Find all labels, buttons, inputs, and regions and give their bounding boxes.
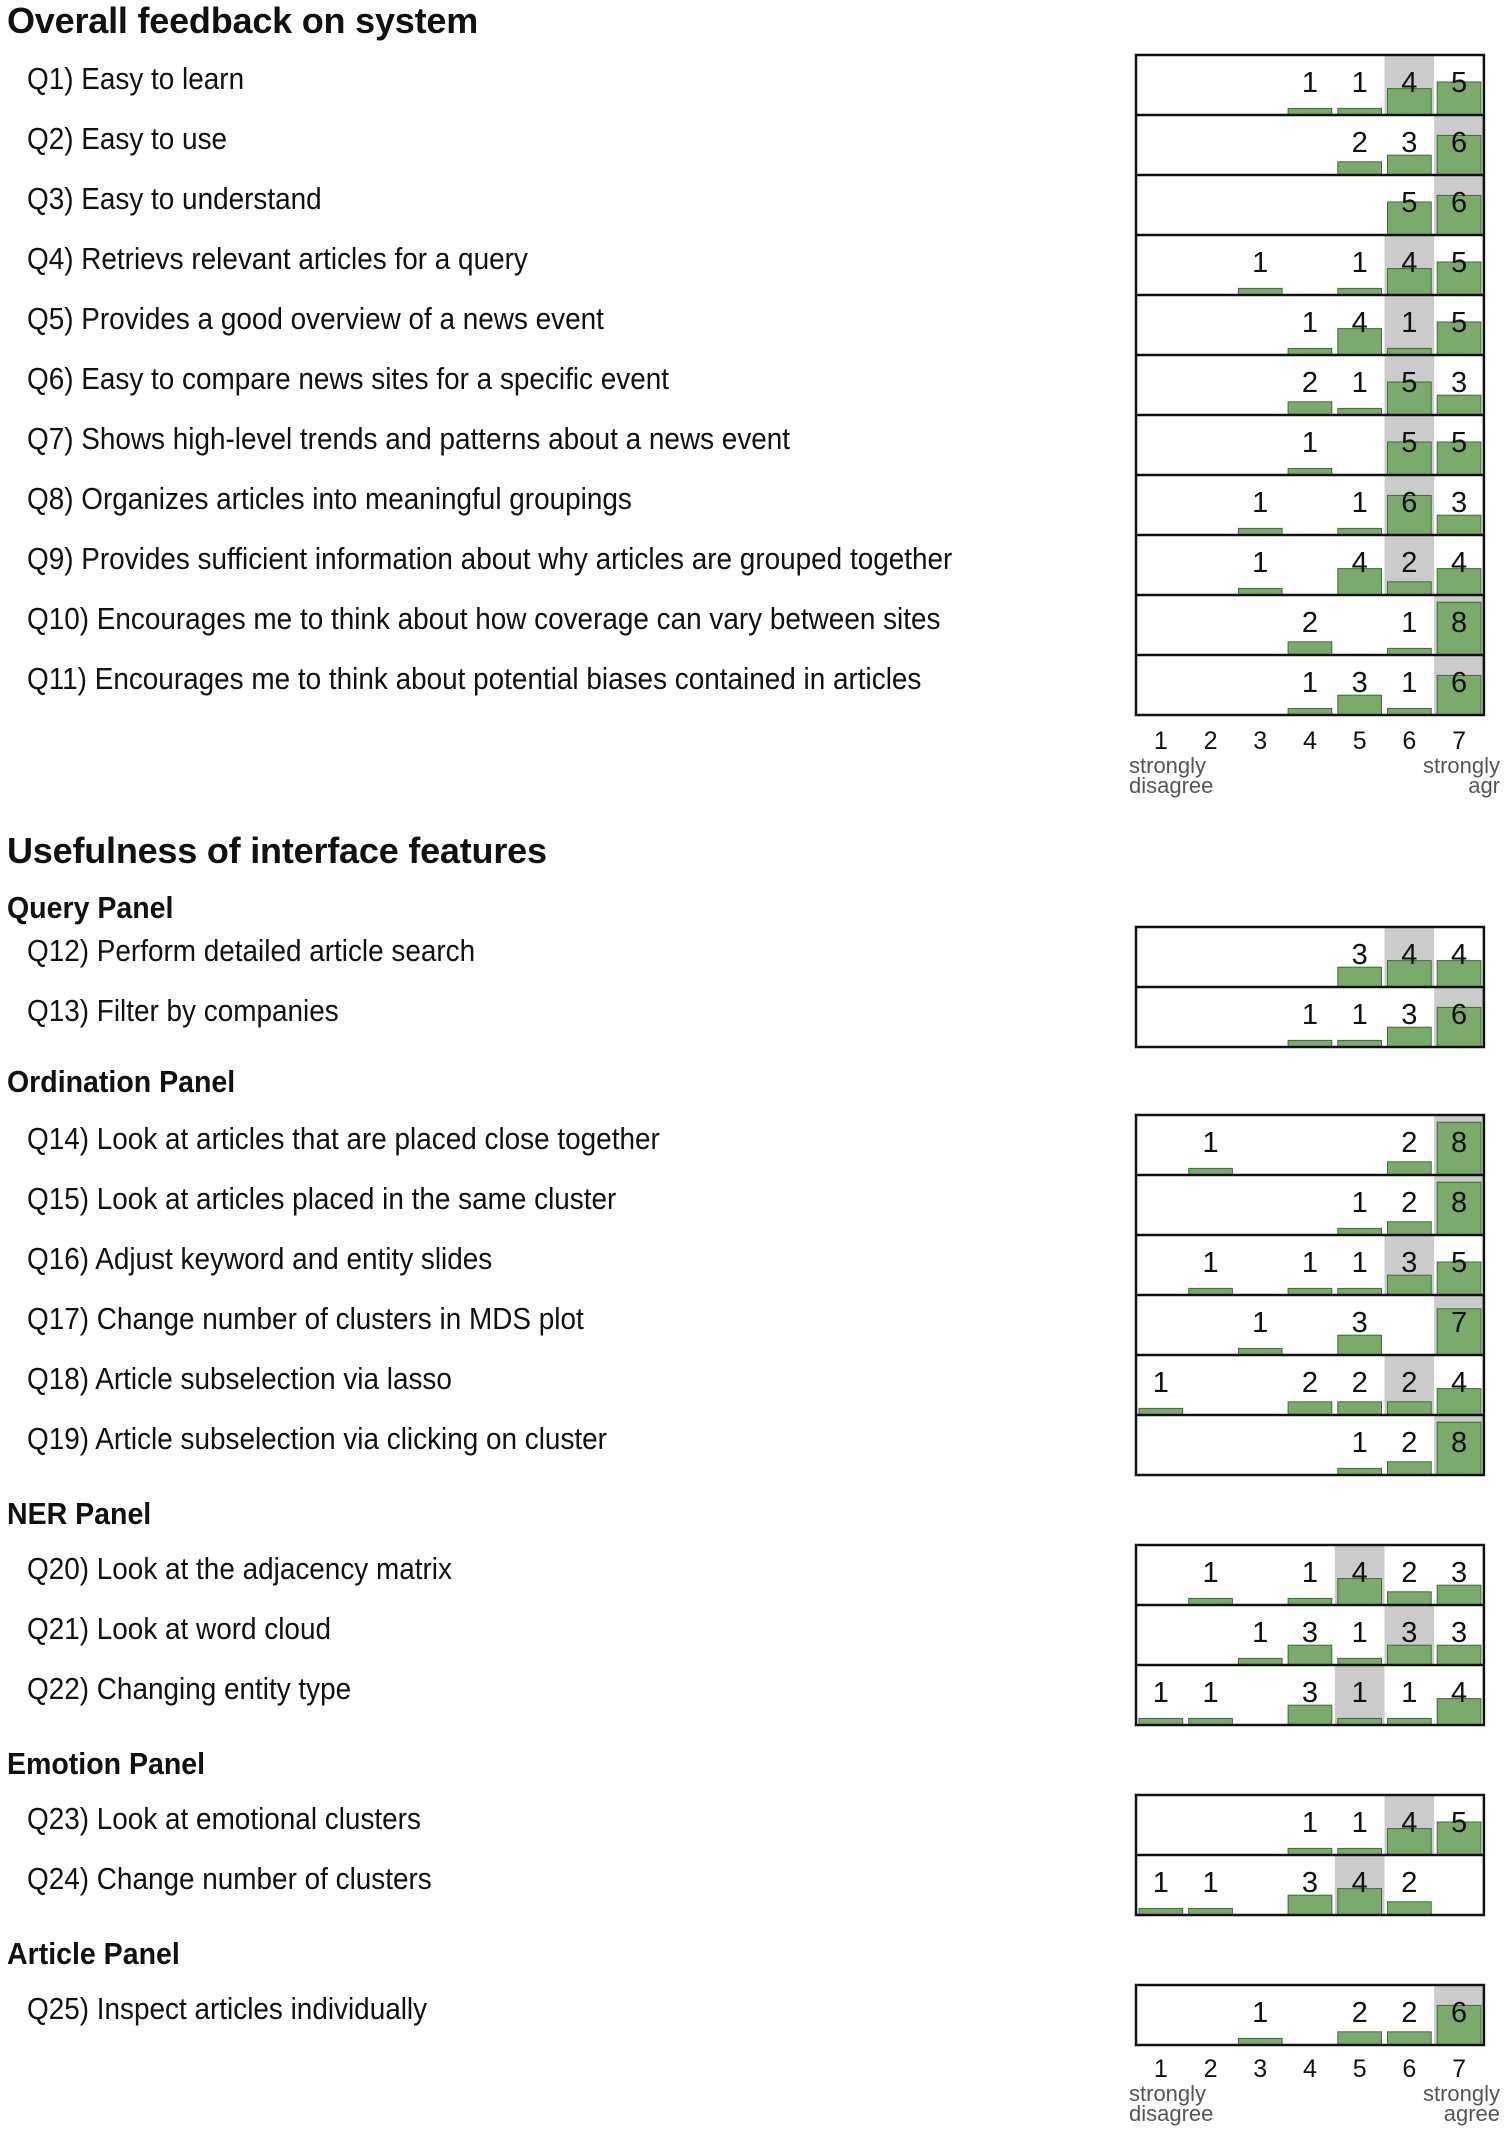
count-label: 3	[1450, 487, 1468, 519]
section-title-usefulness: Usefulness of interface features	[7, 830, 547, 871]
count-label: 5	[1401, 187, 1418, 219]
count-label: 4	[1351, 1867, 1368, 1899]
count-label: 1	[1301, 67, 1319, 99]
question-label: Q15) Look at articles placed in the same cluster	[27, 1181, 617, 1216]
count-label: 5	[1450, 247, 1468, 279]
count-label: 2	[1401, 1867, 1418, 1899]
count-label: 5	[1450, 1807, 1468, 1839]
count-label: 1	[1301, 999, 1319, 1031]
count-label: 1	[1401, 667, 1418, 699]
count-label: 8	[1450, 1427, 1468, 1459]
scale-label: strongly	[1422, 2081, 1500, 2106]
likert-bar	[1388, 1902, 1432, 1915]
count-label: 3	[1301, 1867, 1319, 1899]
count-label: 2	[1401, 1367, 1418, 1399]
count-label: 1	[1301, 427, 1319, 459]
count-label: 1	[1351, 1807, 1368, 1839]
tick-label: 6	[1402, 727, 1417, 755]
likert-bar	[1388, 1222, 1432, 1235]
count-label: 4	[1401, 67, 1418, 99]
count-label: 4	[1401, 939, 1418, 971]
count-label: 1	[1252, 1617, 1269, 1649]
count-label: 1	[1351, 1247, 1368, 1279]
question-label: Q18) Article subselection via lasso	[27, 1361, 452, 1396]
scale-label: strongly	[1129, 753, 1207, 778]
question-label: Q13) Filter by companies	[27, 993, 339, 1028]
count-label: 3	[1450, 367, 1468, 399]
count-label: 5	[1450, 427, 1468, 459]
likert-bar	[1288, 1402, 1332, 1415]
count-label: 1	[1351, 487, 1368, 519]
chart-frame	[1136, 1985, 1484, 2045]
count-label: 1	[1351, 367, 1368, 399]
count-label: 7	[1450, 1307, 1468, 1339]
count-label: 4	[1450, 939, 1468, 971]
count-label: 1	[1152, 1677, 1169, 1709]
count-label: 8	[1450, 1187, 1468, 1219]
count-label: 3	[1351, 1307, 1368, 1339]
count-label: 1	[1252, 1997, 1269, 2029]
tick-label: 2	[1203, 727, 1218, 755]
question-label: Q11) Encourages me to think about potential biases contained in articles	[27, 661, 922, 696]
count-label: 6	[1450, 1997, 1468, 2029]
count-label: 3	[1351, 939, 1368, 971]
tick-label: 7	[1452, 2055, 1467, 2083]
likert-bar	[1388, 1162, 1432, 1175]
question-label: Q16) Adjust keyword and entity slides	[27, 1241, 493, 1276]
likert-bar	[1388, 1462, 1432, 1475]
scale-label: strongly	[1422, 753, 1500, 778]
scale-label: agree	[1443, 2101, 1500, 2126]
question-label: Q8) Organizes articles into meaningful groupings	[27, 481, 632, 516]
question-label: Q23) Look at emotional clusters	[27, 1801, 421, 1836]
count-label: 1	[1301, 667, 1319, 699]
likert-bar	[1338, 2032, 1382, 2045]
panel-title-emotion: Emotion Panel	[7, 1746, 206, 1781]
count-label: 2	[1401, 1557, 1418, 1589]
tick-label: 3	[1253, 2055, 1268, 2083]
question-label: Q19) Article subselection via clicking on cluster	[27, 1421, 607, 1456]
count-label: 4	[1351, 547, 1368, 579]
count-label: 4	[1450, 1677, 1468, 1709]
question-label: Q20) Look at the adjacency matrix	[27, 1551, 452, 1586]
section-title-overall: Overall feedback on system	[7, 0, 479, 41]
count-label: 5	[1450, 307, 1468, 339]
count-label: 1	[1401, 307, 1418, 339]
question-label: Q9) Provides sufficient information about why articles are grouped together	[27, 541, 953, 576]
count-label: 6	[1450, 187, 1468, 219]
likert-bar	[1388, 1592, 1432, 1605]
count-label: 6	[1450, 127, 1468, 159]
count-label: 1	[1301, 1557, 1319, 1589]
count-label: 1	[1351, 247, 1368, 279]
count-label: 1	[1401, 1677, 1418, 1709]
scale-label: disagree	[1129, 773, 1214, 798]
count-label: 1	[1301, 1807, 1319, 1839]
count-label: 2	[1401, 1427, 1418, 1459]
count-label: 5	[1401, 427, 1418, 459]
question-label: Q10) Encourages me to think about how coverage can vary between sites	[27, 601, 941, 636]
count-label: 1	[1351, 1617, 1368, 1649]
tick-label: 4	[1302, 727, 1317, 755]
count-label: 2	[1401, 1187, 1418, 1219]
count-label: 8	[1450, 1127, 1468, 1159]
likert-bar	[1388, 2032, 1432, 2045]
panel-title-ordination: Ordination Panel	[7, 1064, 236, 1099]
scale-label: agr	[1468, 773, 1500, 798]
count-label: 3	[1401, 127, 1418, 159]
count-label: 3	[1351, 667, 1368, 699]
count-label: 2	[1351, 1997, 1368, 2029]
question-label: Q25) Inspect articles individually	[27, 1991, 428, 2026]
count-label: 1	[1401, 607, 1418, 639]
count-label: 1	[1202, 1247, 1219, 1279]
panel-title-ner: NER Panel	[7, 1496, 152, 1531]
count-label: 5	[1450, 67, 1468, 99]
count-label: 8	[1450, 607, 1468, 639]
count-label: 1	[1351, 67, 1368, 99]
tick-label: 5	[1352, 2055, 1367, 2083]
likert-bar	[1338, 162, 1382, 175]
count-label: 4	[1450, 1367, 1468, 1399]
count-label: 1	[1252, 247, 1269, 279]
question-label: Q5) Provides a good overview of a news event	[27, 301, 604, 336]
count-label: 5	[1450, 1247, 1468, 1279]
count-label: 6	[1450, 999, 1468, 1031]
count-label: 2	[1351, 127, 1368, 159]
count-label: 2	[1401, 1127, 1418, 1159]
count-label: 1	[1252, 547, 1269, 579]
question-label: Q24) Change number of clusters	[27, 1861, 432, 1896]
count-label: 1	[1152, 1367, 1169, 1399]
count-label: 1	[1202, 1127, 1219, 1159]
count-label: 3	[1401, 1247, 1418, 1279]
count-label: 2	[1351, 1367, 1368, 1399]
tick-label: 7	[1452, 727, 1467, 755]
count-label: 4	[1351, 1557, 1368, 1589]
question-label: Q14) Look at articles that are placed close together	[27, 1121, 660, 1156]
tick-label: 5	[1352, 727, 1367, 755]
tick-label: 4	[1302, 2055, 1317, 2083]
question-label: Q22) Changing entity type	[27, 1671, 352, 1706]
tick-label: 6	[1402, 2055, 1417, 2083]
count-label: 6	[1450, 667, 1468, 699]
likert-bar	[1388, 582, 1432, 595]
question-label: Q1) Easy to learn	[27, 61, 245, 96]
question-label: Q21) Look at word cloud	[27, 1611, 331, 1646]
question-label: Q2) Easy to use	[27, 121, 228, 156]
count-label: 3	[1401, 999, 1418, 1031]
count-label: 1	[1351, 1677, 1368, 1709]
question-label: Q7) Shows high-level trends and patterns about a news event	[27, 421, 791, 456]
count-label: 1	[1301, 1247, 1319, 1279]
count-label: 1	[1252, 1307, 1269, 1339]
count-label: 3	[1450, 1557, 1468, 1589]
count-label: 6	[1401, 487, 1418, 519]
count-label: 3	[1301, 1677, 1319, 1709]
question-label: Q3) Easy to understand	[27, 181, 322, 216]
count-label: 5	[1401, 367, 1418, 399]
count-label: 2	[1301, 367, 1319, 399]
count-label: 3	[1301, 1617, 1319, 1649]
question-label: Q12) Perform detailed article search	[27, 933, 476, 968]
tick-label: 1	[1153, 2055, 1168, 2083]
count-label: 1	[1202, 1867, 1219, 1899]
count-label: 1	[1202, 1677, 1219, 1709]
tick-label: 1	[1153, 727, 1168, 755]
question-label: Q4) Retrievs relevant articles for a query	[27, 241, 528, 276]
count-label: 1	[1351, 1427, 1368, 1459]
count-label: 1	[1351, 1187, 1368, 1219]
count-label: 1	[1351, 999, 1368, 1031]
count-label: 4	[1351, 307, 1368, 339]
likert-bar	[1288, 402, 1332, 415]
count-label: 2	[1401, 1997, 1418, 2029]
likert-bar	[1338, 1402, 1382, 1415]
likert-bar	[1288, 642, 1332, 655]
count-label: 1	[1202, 1557, 1219, 1589]
count-label: 4	[1450, 547, 1468, 579]
count-label: 1	[1301, 307, 1319, 339]
count-label: 4	[1401, 247, 1418, 279]
count-label: 2	[1401, 547, 1418, 579]
question-label: Q6) Easy to compare news sites for a specific event	[27, 361, 669, 396]
likert-bar	[1388, 1402, 1432, 1415]
scale-label: strongly	[1129, 2081, 1207, 2106]
count-label: 1	[1252, 487, 1269, 519]
panel-title-article: Article Panel	[7, 1936, 180, 1971]
question-label: Q17) Change number of clusters in MDS plot	[27, 1301, 584, 1336]
panel-title-query: Query Panel	[7, 890, 174, 925]
count-label: 3	[1401, 1617, 1418, 1649]
count-label: 4	[1401, 1807, 1418, 1839]
tick-label: 2	[1203, 2055, 1218, 2083]
count-label: 2	[1301, 607, 1319, 639]
scale-label: disagree	[1129, 2101, 1214, 2126]
count-label: 1	[1152, 1867, 1169, 1899]
count-label: 3	[1450, 1617, 1468, 1649]
tick-label: 3	[1253, 727, 1268, 755]
count-label: 2	[1301, 1367, 1319, 1399]
